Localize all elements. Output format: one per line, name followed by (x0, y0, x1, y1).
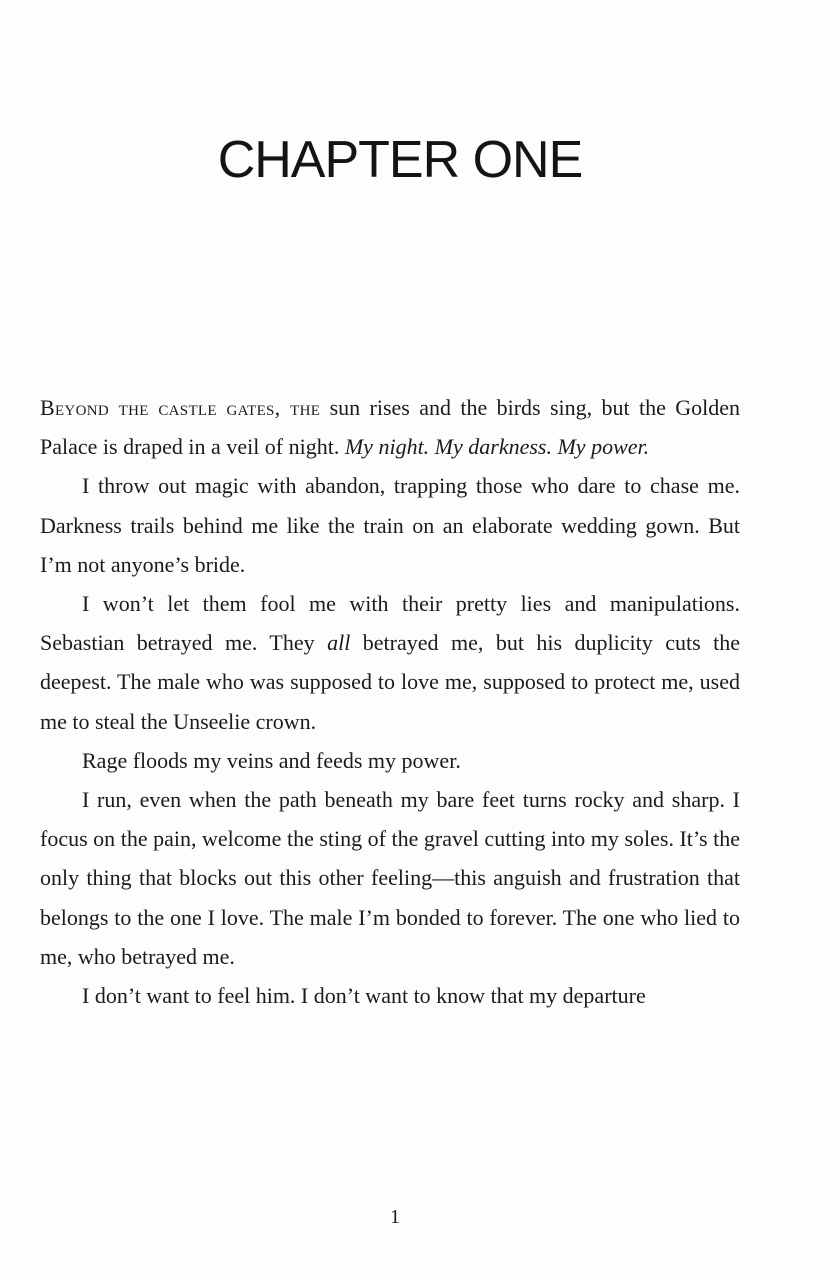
italic-text: My night. My darkness. My power. (344, 434, 650, 460)
chapter-title: CHAPTER ONE (217, 131, 583, 189)
page-number: 1 (390, 1206, 400, 1228)
paragraph (40, 780, 740, 976)
text-run: I throw out magic with abandon, trapping those who dare to chase me. Darkness trails behind me like the train on an elaborate wedding gown. But I’m not anyone’s bride. (40, 473, 740, 577)
lead-in-smallcaps: Beyond the castle gates, the (40, 395, 321, 420)
text-run: I run, even when the path beneath my bare feet turns rocky and sharp. I focus on the pain, welcome the sting of the gravel cutting into my soles. It’s the only thing that blocks out this other feeling—this anguish and frustration that belongs to the one I love. The male I’m bonded to forever. The one who lied to me, who betrayed me. (40, 787, 740, 969)
text-run: Rage floods my veins and feeds my power. (82, 747, 461, 773)
paragraph (40, 976, 740, 1015)
text-run: sun rises and the birds sing, but the Golden Palace is draped in a veil of night. (40, 395, 740, 460)
italic-text: all (327, 630, 351, 656)
text-run: I won’t let them fool me with their pretty lies and manipulations. Sebastian betrayed me. They (40, 591, 740, 656)
paragraph (40, 466, 740, 584)
text-run: I don’t want to feel him. I don’t want to know that my departure (82, 983, 646, 1009)
paragraph (40, 741, 740, 780)
paragraph (40, 584, 740, 741)
paragraph (40, 388, 740, 466)
text-run: betrayed me, but his duplicity cuts the deepest. The male who was supposed to love me, supposed to protect me, used me to steal the Unseelie crown. (40, 630, 740, 734)
chapter-body (40, 388, 740, 1015)
